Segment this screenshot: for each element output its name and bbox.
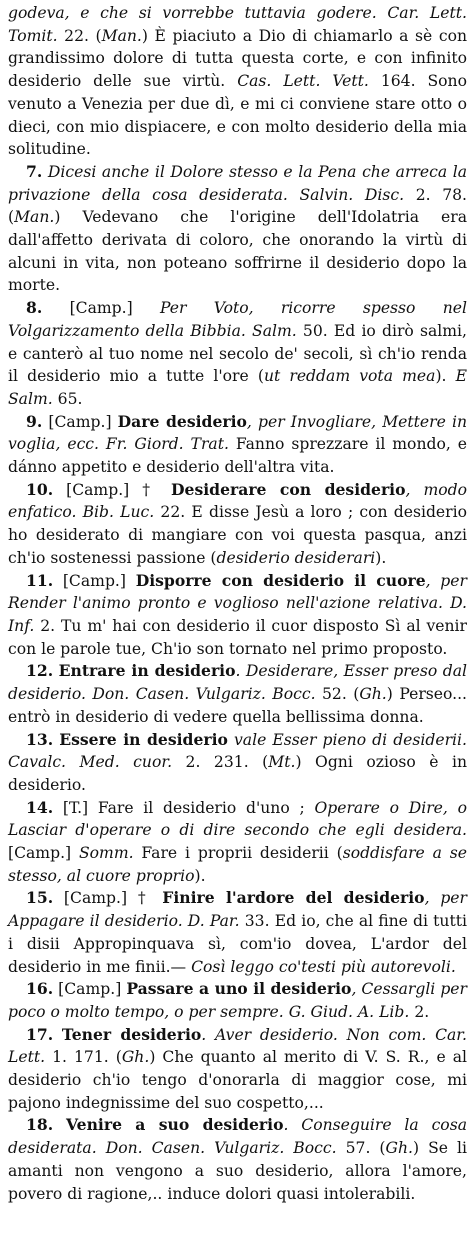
roman-text: 22. E disse Jesù a loro ; con desiderio ho desiderato di mangiare con voi questa pasqua, anzi ch'io sostenessi passione ( bbox=[8, 503, 467, 567]
bold-headword: Finire l'ardore del desiderio bbox=[162, 888, 425, 908]
italic-text: , Cessargli per poco o molto tempo, o per sempre. G. Giud. A. Lib. bbox=[8, 980, 467, 1021]
entry-number: 13. bbox=[26, 729, 54, 749]
italic-text: E Salm. bbox=[8, 367, 467, 408]
entry-number: 7. bbox=[26, 161, 43, 181]
dictionary-entry bbox=[8, 978, 467, 1023]
entry-number: 16. bbox=[26, 979, 54, 999]
italic-text: , per Render l'animo pronto e voglioso nell'azione relativa. D. Inf. bbox=[8, 571, 467, 635]
roman-text: [Camp.] † bbox=[53, 480, 172, 499]
bold-headword: Desiderare con desiderio bbox=[171, 479, 406, 499]
dictionary-entry bbox=[8, 1024, 467, 1115]
roman-text: ) Perseo... entrò in desiderio di vedere quella bellissima donna. bbox=[8, 685, 468, 726]
roman-text: Fanno sprezzare il mondo, e dánno appetito e desiderio dell'altra vita. bbox=[8, 435, 467, 477]
dictionary-entry bbox=[8, 1114, 467, 1205]
entry-number: 14. bbox=[26, 797, 54, 817]
italic-text: Cas. Lett. Vett. bbox=[237, 72, 369, 91]
dictionary-entry bbox=[8, 887, 467, 978]
roman-text: ) Se li amanti non vengono a suo desiderio, allora l'amore, povero di ragione,.. induce dolori quasi intolerabili. bbox=[8, 1139, 467, 1203]
roman-text: 2. bbox=[409, 1002, 430, 1021]
roman-text: ). bbox=[375, 548, 387, 567]
entry-number: 9. bbox=[26, 411, 43, 431]
entry-number: 11. bbox=[26, 570, 54, 590]
roman-text: ) Ogni ozioso è in desiderio. bbox=[8, 753, 467, 794]
roman-text: 22. ( bbox=[57, 26, 102, 45]
roman-text: [T.] Fare il desiderio d'uno ; bbox=[53, 798, 315, 817]
roman-text: 52. ( bbox=[315, 685, 360, 704]
italic-text: Gh. bbox=[385, 1139, 413, 1158]
italic-text: . Desiderare, Esser preso dal desiderio. Don. Casen. Vulgariz. Bocc. bbox=[8, 662, 467, 704]
dictionary-entry bbox=[8, 411, 467, 479]
roman-text: [Camp.] bbox=[53, 571, 136, 590]
entry-number: 17. bbox=[26, 1024, 54, 1044]
roman-text: 2. 231. ( bbox=[172, 753, 269, 772]
italic-text: soddisfare a se stesso, al cuore proprio bbox=[8, 844, 467, 885]
roman-text: 65. bbox=[52, 389, 83, 408]
dictionary-entry bbox=[8, 570, 467, 661]
dictionary-entry bbox=[8, 479, 467, 570]
italic-text: , per Appagare il desiderio. D. Par. bbox=[8, 889, 467, 931]
roman-text: 57. ( bbox=[336, 1139, 386, 1158]
roman-text: ) È piaciuto a Dio di chiamarlo a sè con grandissimo dolore di tutta questa corte, e con infinito desiderio delle sue virtù. bbox=[8, 26, 467, 91]
roman-text: 50. Ed io dirò salmi, e canterò al tuo nome nel secolo de' secoli, sì ch'io renda il desiderio mio a tutte l'ore ( bbox=[8, 321, 467, 386]
italic-text: desiderio desiderari bbox=[216, 548, 376, 567]
roman-text: ). bbox=[194, 866, 206, 885]
roman-text: [Camp.] bbox=[42, 412, 118, 431]
dictionary-entry bbox=[8, 729, 467, 797]
entry-number: 15. bbox=[26, 888, 54, 908]
roman-text: [Camp.] bbox=[42, 299, 160, 318]
roman-text: [Camp.] † bbox=[53, 889, 163, 908]
roman-text bbox=[53, 1026, 62, 1044]
italic-text: Mt. bbox=[268, 753, 296, 772]
roman-text: [Camp.] bbox=[8, 844, 79, 863]
dictionary-entry bbox=[8, 660, 467, 728]
roman-text: 164. Sono venuto a Venezia per due dì, e mi ci conviene stare otto o dieci, con mio dispiacere, e con molto desiderio della mia solitudine. bbox=[8, 72, 467, 159]
italic-text: godeva, e che si vorrebbe tuttavia godere. Car. Lett. Tomit. bbox=[8, 4, 467, 45]
entry-number: 10. bbox=[26, 479, 54, 499]
dictionary-entry bbox=[8, 161, 467, 297]
roman-text: 2. 78. ( bbox=[8, 185, 467, 227]
dictionary-entry bbox=[8, 797, 467, 888]
italic-text: Operare o Dire, o Lasciar d'operare o di dire secondo che egli desidera. bbox=[8, 798, 467, 840]
entry-number: 18. bbox=[26, 1115, 54, 1135]
bold-headword: Venire a suo desiderio bbox=[66, 1115, 284, 1135]
italic-text: Gh. bbox=[359, 685, 387, 704]
roman-text: Fare i proprii desiderii ( bbox=[133, 844, 343, 863]
roman-text: [Camp.] bbox=[53, 980, 127, 999]
italic-text: Man. bbox=[101, 26, 142, 45]
italic-text: Gh. bbox=[121, 1048, 150, 1067]
entry-number: 12. bbox=[26, 661, 54, 681]
bold-headword: Essere in desiderio bbox=[59, 729, 228, 749]
bold-headword: Entrare in desiderio bbox=[58, 661, 236, 681]
italic-text: Dicesi anche il Dolore stesso e la Pena che arreca la privazione della cosa desiderata. Salvin. Disc. bbox=[8, 162, 467, 204]
italic-text: . Aver desiderio. Non com. Car. Lett. bbox=[8, 1025, 468, 1067]
italic-text: Man. bbox=[14, 208, 55, 227]
roman-text: 2. Tu m' hai con desiderio il cuor disposto Sì al venir con le parole tue, Ch'io son tornato nel primo proposto. bbox=[8, 616, 467, 658]
italic-text: . Conseguire la cosa desiderata. Don. Casen. Vulgariz. Bocc. bbox=[8, 1116, 467, 1158]
bold-headword: Tener desiderio bbox=[61, 1024, 202, 1044]
entry-number: 8. bbox=[26, 298, 43, 318]
bold-headword: Disporre con desiderio il cuore bbox=[135, 570, 426, 590]
italic-text: Somm. bbox=[78, 844, 134, 863]
italic-text: , modo enfatico. Bib. Luc. bbox=[8, 480, 467, 522]
roman-text: ) Che quanto al merito di V. S. R., e al desiderio ch'io tengo d'onorarla di maggior cose, mi pajono indegnissime del suo cospetto,... bbox=[8, 1048, 467, 1112]
italic-text: ut reddam vota mea bbox=[263, 367, 436, 386]
continued-paragraph bbox=[8, 2, 467, 161]
roman-text: ) Vedevano che l'origine dell'Idolatria era dall'affetto derivata di coloro, che onorando la virtù di alcuni in vita, non poteano soffrirne il desiderio dopo la morte. bbox=[8, 208, 467, 295]
italic-text: , per Invogliare, Mettere in voglia, ecc. Fr. Giord. Trat. bbox=[8, 412, 467, 454]
italic-text: Per Voto, ricorre spesso nel Volgarizzamento della Bibbia. Salm. bbox=[8, 299, 467, 340]
roman-text: 1. 171. ( bbox=[45, 1048, 122, 1067]
dictionary-page bbox=[8, 0, 467, 1205]
roman-text: 33. Ed io, che al fine di tutti i disii Appropinquava sì, com'io dovea, L'ardor del desiderio in me finii.— bbox=[8, 912, 467, 976]
dictionary-entry bbox=[8, 297, 467, 411]
bold-headword: Passare a uno il desiderio bbox=[126, 979, 352, 999]
roman-text bbox=[53, 1116, 66, 1134]
bold-headword: Dare desiderio bbox=[117, 411, 247, 431]
italic-text: vale Esser pieno di desiderii. Cavalc. Med. cuor. bbox=[8, 730, 467, 772]
roman-text: ). bbox=[435, 367, 456, 386]
italic-text: Così leggo co'testi più autorevoli. bbox=[191, 957, 456, 976]
